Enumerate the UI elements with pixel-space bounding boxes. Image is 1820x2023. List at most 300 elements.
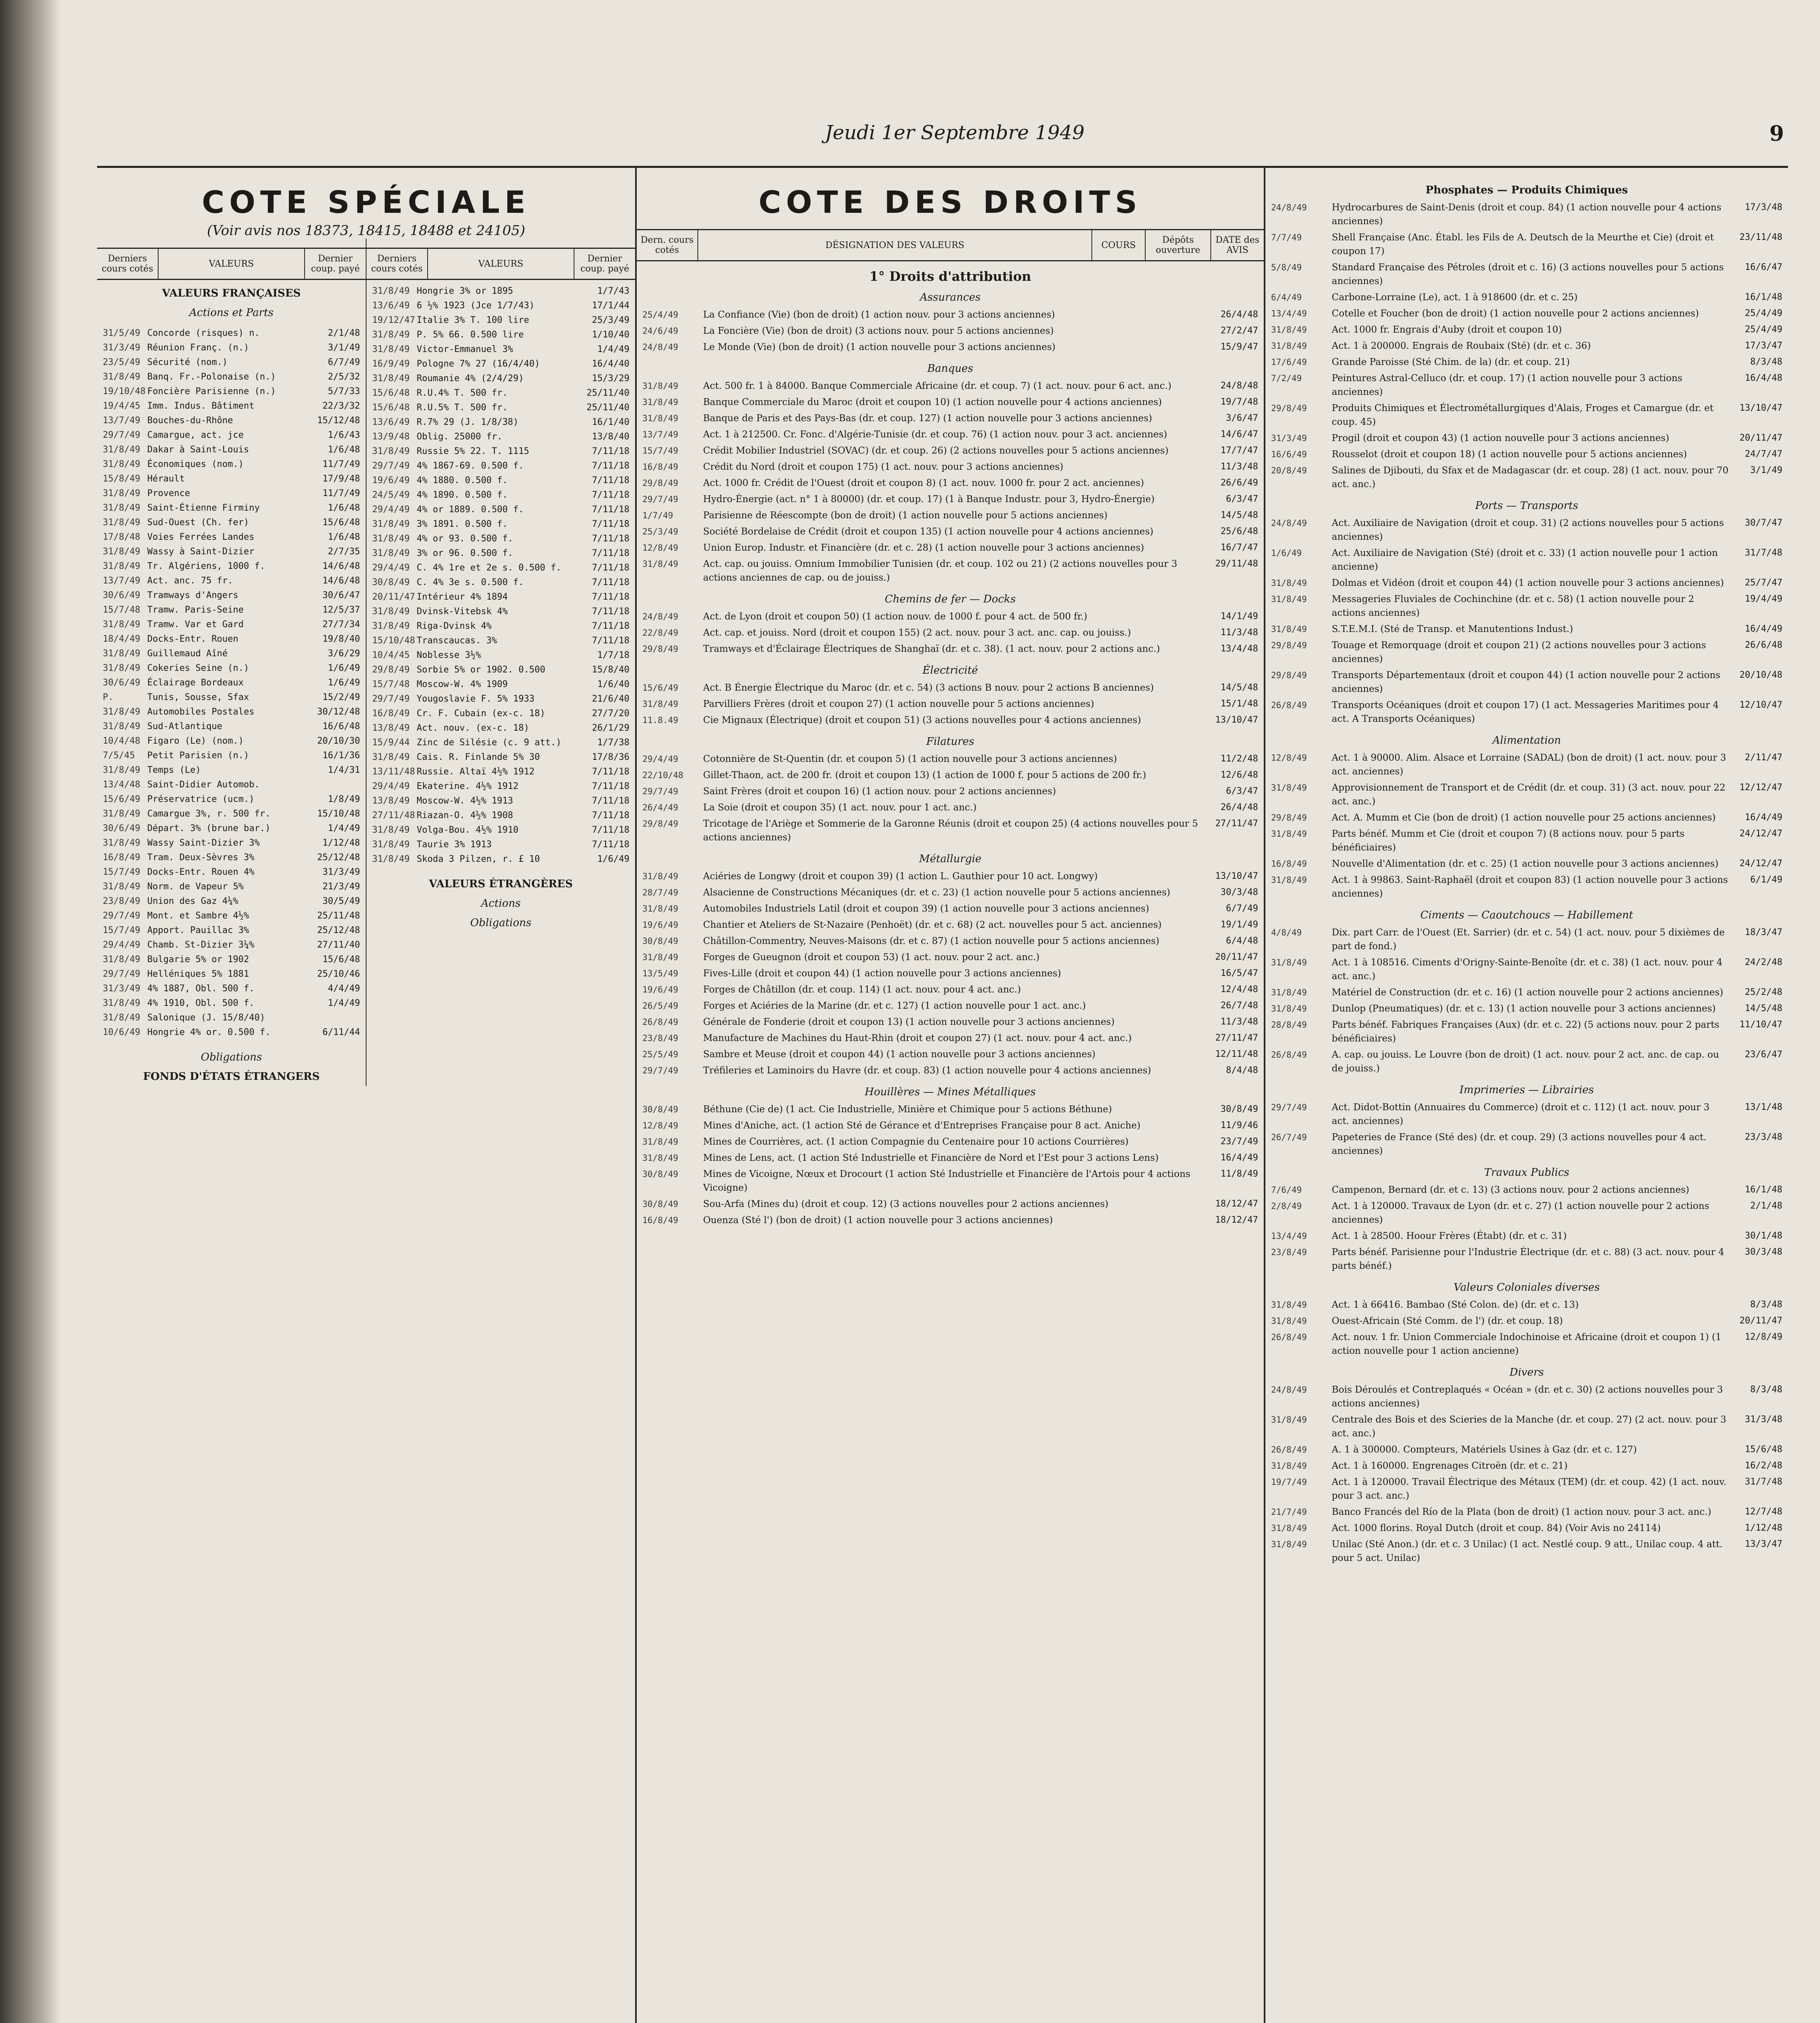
avis-date: 16/4/49 [1220, 1153, 1258, 1163]
coupon-date: 1/6/48 [328, 503, 360, 513]
avis-date: 24/12/47 [1739, 859, 1782, 869]
table-row [637, 1212, 1264, 1228]
designation: Matériel de Construction (dr. et c. 16) (1 action nouvelle pour 2 actions anciennes) [1332, 987, 1723, 998]
coupon-date: 21/3/49 [322, 882, 360, 892]
security-name: 4% 1867-69. 0.500 f. [417, 461, 524, 471]
quote-date: 31/8/49 [1271, 1461, 1307, 1471]
security-name: Noblesse 3½% [417, 650, 481, 660]
security-name: R.7% 29 (J. 1/8/38) [417, 417, 519, 427]
security-name: Saint-Didier Automob. [147, 780, 260, 790]
table-row [637, 307, 1264, 323]
quote-date: 12/8/49 [1271, 753, 1307, 763]
quote-date: 26/8/49 [1271, 700, 1307, 710]
header-coupon: Dernier coup. payé [311, 254, 360, 274]
quote-date: 29/7/49 [642, 1066, 678, 1075]
quote-date: 12/8/49 [642, 1121, 678, 1130]
quote-date: 24/8/49 [642, 612, 678, 621]
coupon-date: 1/4/49 [328, 998, 360, 1008]
list-item [103, 778, 360, 792]
quote-date: 15/7/49 [103, 925, 140, 935]
quote-date: 11.8.49 [642, 715, 678, 725]
security-name: Union des Gaz 4¼% [147, 896, 239, 906]
table-row [637, 884, 1264, 901]
quote-date: 31/8/49 [1271, 958, 1307, 967]
quote-date: 23/8/49 [642, 1033, 678, 1043]
group-heading: Ciments — Caoutchoucs — Habillement [1420, 909, 1634, 921]
quote-date: 31/8/49 [1271, 1523, 1307, 1533]
security-name: Banq. Fr.-Polonaise (n.) [147, 372, 276, 382]
coupon-date: 20/10/30 [317, 736, 360, 746]
coupon-date: 11/7/49 [322, 488, 360, 498]
designation: Centrale des Bois et des Scieries de la Manche (dr. et coup. 27) (2 act. nouv. pour 3 act. anc.) [1332, 1414, 1727, 1439]
avis-date: 31/3/48 [1745, 1414, 1782, 1425]
list-item [372, 663, 629, 677]
list-item [103, 661, 360, 676]
quote-date: 7/7/49 [1271, 233, 1302, 242]
designation: Châtillon-Commentry, Neuves-Maisons (dr. et c. 87) (1 action nouvelle pour 5 actions anciennes) [703, 936, 1159, 946]
quote-date: 22/8/49 [642, 628, 678, 638]
avis-date: 11/2/48 [1220, 754, 1258, 764]
quote-date: 31/8/49 [642, 1137, 678, 1147]
quote-date: 25/4/49 [642, 310, 678, 320]
quote-date: 31/3/49 [103, 343, 140, 353]
coupon-date: 1/6/48 [328, 445, 360, 455]
quote-date: 13/6/49 [372, 417, 410, 427]
table-row [1265, 1244, 1788, 1274]
list-item [372, 750, 629, 765]
table-row [637, 767, 1264, 783]
table-row [1265, 826, 1788, 856]
avis-date: 30/3/48 [1220, 887, 1258, 897]
list-item [103, 996, 360, 1011]
avis-date: 2/11/47 [1745, 753, 1782, 763]
quote-date: 13/8/49 [372, 723, 410, 733]
designation: Ouenza (Sté l') (bon de droit) (1 action nouvelle pour 3 actions anciennes) [703, 1215, 1053, 1226]
table-row [1265, 305, 1788, 322]
quote-date: 16/8/49 [642, 1215, 678, 1225]
designation: Fives-Lille (droit et coupon 44) (1 action nouvelle pour 3 actions anciennes) [703, 968, 1061, 979]
table-row [637, 783, 1264, 799]
list-item [372, 852, 629, 867]
quote-date: 31/8/49 [103, 517, 140, 528]
quote-date: 31/8/49 [372, 330, 410, 340]
security-name: Volga-Bou. 4½% 1910 [417, 825, 519, 835]
table-row [1265, 1313, 1788, 1329]
coupon-date: 7/11/18 [592, 767, 629, 777]
designation: Banco Francés del Río de la Plata (bon de droit) (1 action nouv. pour 3 act. anc.) [1332, 1507, 1712, 1517]
designation: Sambre et Meuse (droit et coupon 44) (1 action nouvelle pour 3 actions anciennes) [703, 1049, 1095, 1060]
designation: Act. 1 à 212500. Cr. Fonc. d'Algérie-Tunisie (dr. et coup. 76) (1 action nouv. pour 3 act. anciennes) [703, 429, 1167, 440]
coupon-date: 26/1/29 [592, 723, 629, 733]
security-name: 4% or 1889. 0.500 f. [417, 505, 524, 515]
designation: Transports Océaniques (droit et coupon 17) (1 act. Messageries Maritimes pour 4 act. A Transports Océaniques) [1332, 700, 1719, 724]
designation: Dolmas et Vidéon (droit et coupon 44) (1 action nouvelle pour 3 actions anciennes) [1332, 578, 1724, 588]
quote-date: 31/8/49 [642, 699, 678, 709]
cote-speciale-left [97, 239, 367, 1086]
avis-date: 12/10/47 [1739, 700, 1782, 710]
quote-date: 30/8/49 [642, 1169, 678, 1179]
table-row [637, 1134, 1264, 1150]
security-name: Imm. Indus. Bâtiment [147, 401, 254, 411]
quote-date: 31/8/49 [1271, 341, 1307, 351]
avis-date: 20/11/47 [1739, 1316, 1782, 1326]
designation: Parts bénéf. Fabriques Françaises (Aux) (dr. et c. 22) (5 actions nouv. pour 2 parts bénéficiaires) [1332, 1020, 1719, 1044]
quote-date: 13/5/49 [642, 969, 678, 978]
table-row [637, 933, 1264, 949]
security-name: Automobiles Postales [147, 707, 254, 717]
designation: Alsacienne de Constructions Mécaniques (dr. et c. 23) (1 action nouvelle pour 5 actions anciennes) [703, 887, 1170, 898]
table-row [1265, 872, 1788, 902]
list-item [103, 559, 360, 574]
coupon-date: 25/11/40 [587, 403, 629, 413]
designation: Banque Commerciale du Maroc (droit et coupon 10) (1 action nouvelle pour 4 actions anciennes) [703, 397, 1162, 407]
table-row [637, 901, 1264, 917]
quote-date: 19/12/47 [372, 315, 415, 325]
coupon-date [299, 778, 360, 792]
quote-date: 4/8/49 [1271, 928, 1302, 937]
quote-date: 31/8/49 [1271, 624, 1307, 634]
avis-date: 6/4/48 [1226, 936, 1258, 946]
avis-date: 26/6/48 [1745, 640, 1782, 650]
table-row [637, 556, 1264, 586]
quote-date: 31/8/49 [642, 952, 678, 962]
quote-date: 31/8/49 [103, 445, 140, 455]
security-name: 3% 1891. 0.500 f. [417, 519, 508, 529]
avis-date: 16/5/47 [1220, 968, 1258, 978]
avis-date: 1/12/48 [1745, 1523, 1782, 1533]
coupon-date: 4/4/49 [328, 984, 360, 994]
list-item [103, 501, 360, 515]
avis-date: 6/1/49 [1750, 875, 1782, 885]
quote-date: 30/8/49 [642, 1105, 678, 1114]
coupon-date: 16/6/48 [322, 721, 360, 732]
coupon-date: 14/6/48 [322, 561, 360, 571]
quote-date: 25/5/49 [642, 1050, 678, 1059]
security-name: Zinc de Silésie (c. 9 att.) [417, 738, 561, 748]
coupon-date: 7/11/18 [592, 505, 629, 515]
quote-date: 31/8/49 [372, 548, 410, 558]
security-name: Dakar à Saint-Louis [147, 445, 249, 455]
avis-date: 16/1/48 [1745, 292, 1782, 302]
list-item [372, 371, 629, 386]
security-name: Réunion Franç. (n.) [147, 343, 249, 353]
security-name: Oblig. 25000 fr. [417, 432, 502, 442]
header-coupon: Dernier coup. payé [580, 254, 629, 274]
designation: Parts bénéf. Mumm et Cie (droit et coupon 7) (8 actions nouv. pour 5 parts bénéficiaires) [1332, 829, 1685, 853]
header-designation: DÉSIGNATION DES VALEURS [698, 230, 1092, 260]
designation: Act. Didot-Bottin (Annuaires du Commerce) (droit et c. 112) (1 act. nouv. pour 3 act. anciennes) [1332, 1102, 1710, 1126]
group-heading: Électricité [922, 664, 978, 676]
designation: Générale de Fonderie (droit et coupon 13) (1 action nouvelle pour 3 actions anciennes) [703, 1017, 1115, 1027]
table-row [637, 949, 1264, 965]
coupon-date: 2/5/32 [328, 372, 360, 382]
avis-date: 13/1/48 [1745, 1102, 1782, 1112]
designation: Parts bénéf. Parisienne pour l'Industrie Électrique (dr. et c. 88) (3 act. nouv. pour 4 parts bénéf.) [1332, 1247, 1725, 1271]
coupon-date: 1/6/49 [328, 663, 360, 673]
avis-date: 24/7/47 [1745, 449, 1782, 459]
quote-date: 29/4/49 [372, 781, 410, 791]
table-row [1265, 1412, 1788, 1442]
quote-date: 30/6/49 [103, 590, 140, 600]
quote-date: 16/8/49 [1271, 859, 1307, 869]
list-item [372, 794, 629, 808]
quote-date: 26/8/49 [1271, 1050, 1307, 1060]
avis-date: 12/6/48 [1220, 770, 1258, 780]
list-item [372, 386, 629, 401]
list-item [103, 923, 360, 938]
avis-date: 26/7/48 [1220, 1001, 1258, 1011]
quote-date: 15/7/49 [103, 867, 140, 877]
list-item [103, 836, 360, 850]
avis-date: 25/7/47 [1745, 578, 1782, 588]
coupon-date: 15/3/29 [592, 373, 629, 384]
quote-date: 19/10/48 [103, 386, 146, 397]
avis-date: 30/3/48 [1745, 1247, 1782, 1257]
quote-date: 7/6/49 [1271, 1185, 1302, 1195]
list-item [103, 603, 360, 617]
security-name: Cokeries Seine (n.) [147, 663, 249, 673]
group-actions: Actions [481, 897, 521, 910]
security-name: Cais. R. Finlande 5% 30 [417, 752, 540, 762]
coupon-date: 25/11/40 [587, 388, 629, 398]
quote-date: 15/6/48 [372, 388, 410, 398]
security-name: Moscow-W. 4½% 1913 [417, 796, 513, 806]
avis-date: 17/3/47 [1745, 341, 1782, 351]
designation: Forges de Gueugnon (droit et coupon 53) (1 act. nouv. pour 2 act. anc.) [703, 952, 1040, 963]
coupon-date: 7/11/18 [592, 840, 629, 850]
table-row [1265, 430, 1788, 446]
quote-date: 13/6/49 [372, 301, 410, 311]
avis-date: 27/2/47 [1220, 326, 1258, 336]
table-row [1265, 338, 1788, 354]
coupon-date: 15/6/48 [322, 517, 360, 528]
avis-date: 23/7/49 [1220, 1137, 1258, 1147]
security-name: Figaro (Le) (nom.) [147, 736, 244, 746]
security-name: Tram. Deux-Sèvres 3% [147, 852, 254, 863]
list-item [103, 850, 360, 865]
security-name: Docks-Entr. Rouen [147, 634, 239, 644]
table-row [637, 524, 1264, 540]
coupon-date: 6/11/44 [322, 1027, 360, 1037]
table-row [637, 507, 1264, 524]
quote-date: 31/8/49 [372, 344, 410, 354]
quote-date: 31/8/49 [1271, 325, 1307, 335]
quote-date: 15/9/44 [372, 738, 410, 748]
avis-date: 25/4/49 [1745, 324, 1782, 335]
security-name: Éclairage Bordeaux [147, 678, 244, 688]
quote-date: 31/8/49 [642, 904, 678, 914]
header-valeurs: VALEURS [428, 249, 574, 279]
security-name: Ekaterine. 4½% 1912 [417, 781, 519, 791]
quote-date: 30/8/49 [372, 577, 410, 587]
designation: Act. 1000 fr. Engrais d'Auby (droit et coupon 10) [1332, 324, 1562, 335]
quote-date: 26/8/49 [1271, 1332, 1307, 1342]
quote-date: 30/6/49 [103, 823, 140, 833]
security-name: 4% 1880. 0.500 f. [417, 475, 508, 486]
designation: Mines d'Aniche, act. (1 action Sté de Gérance et d'Entreprises Française pour 8 act. Aniche) [703, 1120, 1141, 1131]
list-item [372, 473, 629, 488]
quote-date: 24/8/49 [1271, 518, 1307, 528]
quote-date: 31/8/49 [372, 854, 410, 864]
quote-date: 29/8/49 [1271, 813, 1307, 823]
designation: Act. 1 à 28500. Hoour Frères (Étabt) (dr. et c. 31) [1332, 1231, 1567, 1241]
avis-date: 29/11/48 [1215, 559, 1258, 569]
quote-date: 29/8/49 [1271, 403, 1307, 413]
quote-date: 24/8/49 [1271, 1385, 1307, 1395]
quote-date: 19/6/49 [372, 475, 410, 486]
quote-date: 13/4/49 [1271, 309, 1307, 318]
avis-date: 11/3/48 [1220, 462, 1258, 472]
designation: Crédit du Nord (droit et coupon 175) (1 act. nouv. pour 3 actions anciennes) [703, 462, 1064, 472]
table-row [1265, 1536, 1788, 1566]
list-item [103, 370, 360, 384]
list-item [103, 1025, 360, 1040]
designation: Dunlop (Pneumatiques) (dr. et c. 13) (1 action nouvelle pour 3 actions anciennes) [1332, 1003, 1716, 1014]
coupon-date: 7/11/18 [592, 475, 629, 486]
table-row [1265, 1099, 1788, 1129]
quote-date: 31/8/49 [1271, 1004, 1307, 1014]
coupon-date: 7/11/18 [592, 781, 629, 791]
avis-date: 24/2/48 [1745, 957, 1782, 967]
security-name: Sud-Ouest (Ch. fer) [147, 517, 249, 528]
quote-date: 31/8/49 [103, 649, 140, 659]
avis-date: 8/3/48 [1750, 1300, 1782, 1310]
table-row [1265, 1520, 1788, 1536]
security-name: Roumanie 4% (2/4/29) [417, 373, 524, 384]
designation: Tricotage de l'Ariège et Sommerie de la Garonne Réunis (droit et coupon 25) (4 actions nouvelles pour 5 actions anciennes) [703, 819, 1198, 843]
security-name: Helléniques 5% 1881 [147, 969, 249, 979]
quote-date: 29/8/49 [1271, 670, 1307, 680]
table-row [637, 625, 1264, 641]
designation: Bois Déroulés et Contreplaqués « Océan » (dr. et c. 30) (2 actions nouvelles pour 3 actions anciennes) [1332, 1385, 1723, 1409]
quote-date: 29/4/49 [372, 563, 410, 573]
designation: Touage et Remorquage (droit et coupon 21) (2 actions nouvelles pour 3 actions anciennes) [1332, 640, 1706, 664]
avis-date: 2/1/48 [1750, 1201, 1782, 1211]
coupon-date: 1/4/49 [597, 344, 629, 354]
quote-date: 31/8/49 [103, 619, 140, 630]
avis-date: 23/6/47 [1745, 1050, 1782, 1060]
coupon-date: 1/6/49 [597, 854, 629, 864]
list-item [372, 634, 629, 648]
security-name: Russie 5% 22. T. 1115 [417, 446, 530, 456]
table-row [637, 917, 1264, 933]
table-row [1265, 667, 1788, 697]
table-row [637, 816, 1264, 846]
security-name: Hongrie 3% or 1895 [417, 286, 513, 296]
designation: Saint Frères (droit et coupon 16) (1 action nouv. pour 2 actions anciennes) [703, 786, 1056, 797]
designation: Grande Paroisse (Sté Chim. de la) (dr. et coup. 21) [1332, 357, 1570, 367]
security-name: Hérault [147, 474, 185, 484]
quote-date: 15/7/48 [372, 679, 410, 689]
list-item [372, 561, 629, 575]
quote-date: 31/8/49 [103, 488, 140, 498]
list-item [372, 444, 629, 459]
list-item [103, 384, 360, 399]
quote-date: 13/4/49 [1271, 1231, 1307, 1241]
coupon-date: 16/1/40 [592, 417, 629, 427]
list-item [372, 721, 629, 736]
group-heading: Imprimeries — Librairies [1459, 1084, 1594, 1096]
table-row [1265, 199, 1788, 229]
designation: Ouest-Africain (Sté Comm. de l') (dr. et coup. 18) [1332, 1316, 1563, 1326]
list-item [372, 808, 629, 823]
cote-droits-column [637, 168, 1265, 2023]
list-item [372, 430, 629, 444]
quote-date: 28/7/49 [642, 888, 678, 897]
cote-speciale-left-header [97, 248, 366, 280]
coupon-date: 2/1/48 [328, 328, 360, 338]
coupon-date: 1/10/40 [592, 330, 629, 340]
avis-date: 16/4/49 [1745, 812, 1782, 823]
avis-date: 17/7/47 [1220, 445, 1258, 456]
coupon-date: 7/11/18 [592, 810, 629, 821]
quote-date: 10/4/45 [372, 650, 410, 660]
table-row [637, 609, 1264, 625]
quote-date: 16/8/49 [642, 462, 678, 472]
quote-date: 31/8/49 [1271, 783, 1307, 793]
quote-date: 29/7/49 [103, 911, 140, 921]
quote-date: 22/10/48 [642, 770, 684, 780]
header-date-avis: DATE des AVIS [1215, 235, 1260, 255]
cote-speciale-right-header [367, 248, 635, 280]
security-name: Bouches-du-Rhône [147, 416, 233, 426]
security-name: Docks-Entr. Rouen 4% [147, 867, 254, 877]
coupon-date: 15/2/49 [322, 692, 360, 702]
security-name: C. 4% 3e s. 0.500 f. [417, 577, 524, 587]
coupon-date: 7/11/18 [592, 534, 629, 544]
coupon-date: 7/11/18 [592, 796, 629, 806]
security-name: Voies Ferrées Landes [147, 532, 254, 542]
quote-date: 23/8/49 [103, 896, 140, 906]
coupon-date: 19/8/40 [322, 634, 360, 644]
designation: Act. B Énergie Électrique du Maroc (dr. et c. 54) (3 actions B nouv. pour 2 actions B anciennes) [703, 683, 1154, 693]
cote-speciale-title: COTE SPÉCIALE [201, 184, 531, 220]
designation: Mines de Lens, act. (1 action Sté Industrielle et Financière de Nord et l'Est pour 3 actions Lens) [703, 1153, 1159, 1163]
quote-date: 31/8/49 [1271, 1316, 1307, 1326]
coupon-date: 25/12/48 [317, 852, 360, 863]
quote-date: 20/11/47 [372, 592, 415, 602]
quote-date: 29/7/49 [642, 787, 678, 796]
security-name: C. 4% 1re et 2e s. 0.500 f. [417, 563, 561, 573]
designation: A. cap. ou jouiss. Le Louvre (bon de droit) (1 act. nouv. pour 2 act. anc. de cap. ou de jouiss.) [1332, 1050, 1719, 1074]
columns-frame [97, 166, 1788, 2023]
coupon-date: 11/7/49 [322, 459, 360, 469]
avis-date: 26/4/48 [1220, 310, 1258, 320]
security-name: Riazan-O. 4½% 1908 [417, 810, 513, 821]
cote-speciale-right [367, 239, 635, 1086]
quote-date: 29/8/49 [642, 819, 678, 829]
quote-date: 15/7/49 [642, 446, 678, 456]
table-row [1265, 1129, 1788, 1159]
table-row [1265, 780, 1788, 810]
avis-date: 12/4/48 [1220, 984, 1258, 995]
table-row [1265, 810, 1788, 826]
table-row [1265, 1504, 1788, 1520]
group-heading: Houillères — Mines Métalliques [864, 1086, 1036, 1098]
quote-date: 24/8/49 [642, 342, 678, 352]
quote-date: 5/8/49 [1271, 263, 1302, 272]
quote-date: 31/8/49 [1271, 1415, 1307, 1425]
avis-date: 25/6/48 [1220, 526, 1258, 536]
table-row [637, 475, 1264, 491]
coupon-date: 25/3/49 [592, 315, 629, 325]
table-row [1265, 1228, 1788, 1244]
designation: Act. 1 à 108516. Ciments d'Origny-Sainte-Benoîte (dr. et c. 38) (1 act. nouv. pour 4 act. anc.) [1332, 957, 1723, 982]
designation: Act. 1 à 99863. Saint-Raphaël (droit et coupon 83) (1 action nouvelle pour 3 actions anciennes) [1332, 875, 1728, 899]
designation: Campenon, Bernard (dr. et c. 13) (3 actions nouv. pour 2 actions anciennes) [1332, 1185, 1689, 1195]
security-name: Norm. de Vapeur 5% [147, 882, 244, 892]
quote-date: 31/8/49 [1271, 988, 1307, 997]
